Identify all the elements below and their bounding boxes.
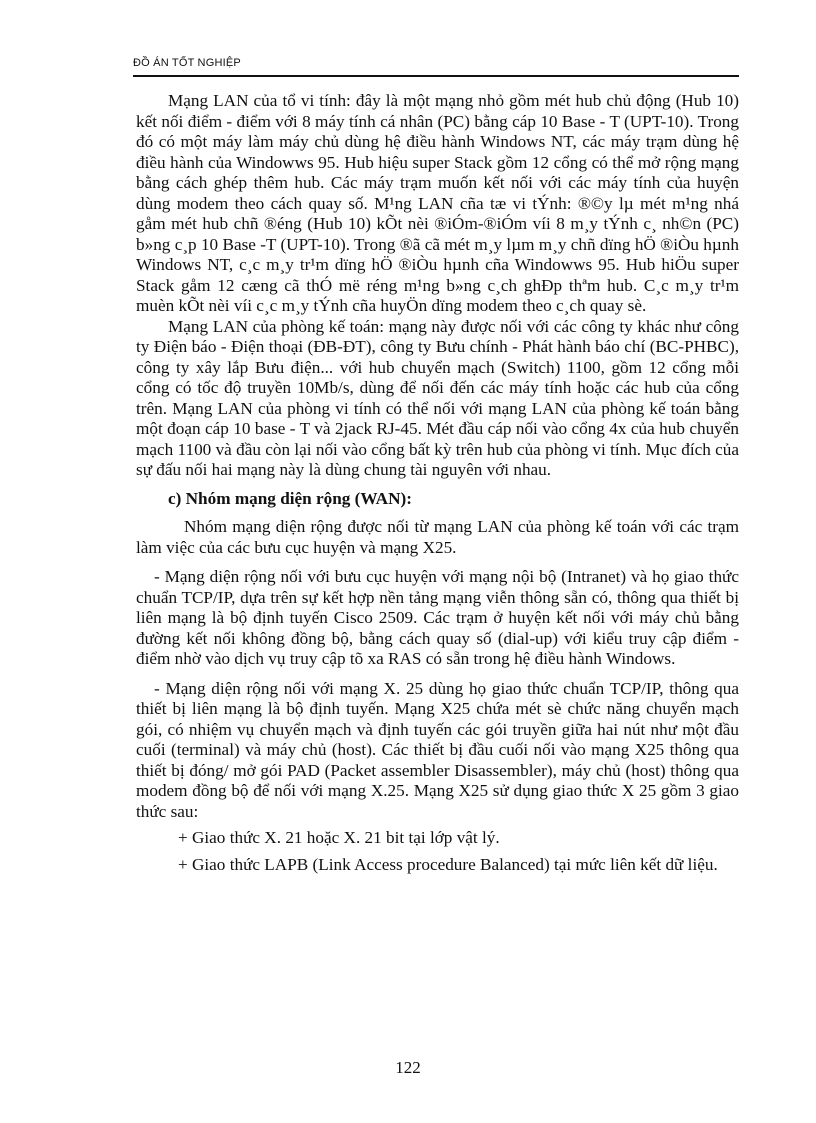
paragraph-lan-accounting: Mạng LAN của phòng kế toán: mạng này được nối với các công ty khác như công ty Điện báo - Điện thoại (ĐB-ĐT), công ty Bưu chính - Phát hành báo chí (BC-PHBC), công ty xây lắp Bưu điện... với hub chuyển mạch (Switch) 1100, gồm 12 cổng mỗi cổng có tốc độ truyền 10Mb/s, dùng để nối đến các máy tính hoặc các hub của cổng trên. Mạng LAN của phòng vi tính có thể nối với mạng LAN của phòng kế toán bằng một đoạn cáp 10 base - T và 2jack RJ-45. Mét đầu cáp nối vào cổng 4x của hub chuyển mạch 1100 và đầu còn lại nối vào cổng bất kỳ trên hub của phòng vi tính. Mục đích của sự đấu nối hai mạng này là dùng chung tài nguyên với nhau. <box>136 316 739 479</box>
page-header <box>133 53 739 77</box>
page-number: 122 <box>395 1058 421 1077</box>
header-title: ĐỒ ÁN TỐT NGHIỆP <box>133 57 241 69</box>
list-item-x21: + Giao thức X. 21 hoặc X. 21 bit tại lớp vật lý. <box>178 828 500 847</box>
paragraph-wan-intro: Nhóm mạng diện rộng được nối từ mạng LAN của phòng kế toán với các trạm làm việc của các bưu cục huyện và mạng X25. <box>136 517 739 557</box>
list-item-lapb: + Giao thức LAPB (Link Access procedure Balanced) tại mức liên kết dữ liệu. <box>178 854 718 874</box>
paragraph-lan-it: Mạng LAN của tổ vi tính: đây là một mạng nhỏ gồm mét hub chủ động (Hub 10) kết nối điểm - điểm với 8 máy tính cá nhân (PC) bằng cáp 10 Base - T (UPT-10). Trong đó có một máy làm máy chủ dùng hệ điều hành Windows NT, các máy trạm dùng hệ điều hành của Windowws 95. Hub hiệu super Stack gồm 12 cổng có thể mở rộng mạng bằng cách ghép thêm hub. Các máy trạm muốn kết nối với các máy tính của huyện dùng modem theo cách quay số. M¹ng LAN cña tæ vi tÝnh: ®©y lµ mét m¹ng nhá gåm mét hub chñ ®éng (Hub 10) kÕt nèi ®iÓm-®iÓm víi 8 m¸y tÝnh c¸ nh©n (PC) b»ng c¸p 10 Base -T (UPT-10). Trong ®ã cã mét m¸y lµm m¸y chñ dïng hÖ ®iÒu hµnh Windows NT, c¸c m¸y tr¹m dïng hÖ ®iÒu hµnh cña Windowws 95. Hub hiÖu super Stack gåm 12 cæng cã thÓ më réng m¹ng b»ng c¸ch ghÐp thªm hub. C¸c m¸y tr¹m muèn kÕt nèi víi c¸c m¸y tÝnh cña huyÖn dïng modem theo c¸ch quay sè. <box>136 91 739 315</box>
document-body <box>136 91 739 875</box>
paragraph-wan-x25: - Mạng diện rộng nối với mạng X. 25 dùng họ giao thức chuẩn TCP/IP, thông qua thiết bị liên mạng là bộ định tuyến. Mạng X25 chứa mét sè chức năng chuyển mạch gói, có nhiệm vụ chuyển mạch và định tuyến các gói truyền giữa hai nút như một đầu cuối (terminal) và máy chủ (host). Các thiết bị đầu cuối nối vào mạng X25 thông qua thiết bị đóng/ mở gói PAD (Packet assembler Disassembler), máy chủ (host) thông qua modem đồng bộ để nối với mạng X.25. Mạng X25 sử dụng giao thức X 25 gồm 3 giao thức sau: <box>136 678 739 821</box>
section-heading-wan: c) Nhóm mạng diện rộng (WAN): <box>168 488 412 508</box>
paragraph-wan-district: - Mạng diện rộng nối với bưu cục huyện với mạng nội bộ (Intranet) và họ giao thức chuẩn TCP/IP, dựa trên sự kết hợp nền tảng mạng viễn thông sẵn có, thông qua thiết bị liên mạng là bộ định tuyến Cisco 2509. Các trạm ở huyện kết nối với máy chủ bằng đường kết nối không đồng bộ, bằng cách quay số (dial-up) với kiểu truy cập điểm - điểm nhờ vào dịch vụ truy cập tõ xa RAS có sẵn trong hệ điều hành Windows. <box>136 567 739 668</box>
